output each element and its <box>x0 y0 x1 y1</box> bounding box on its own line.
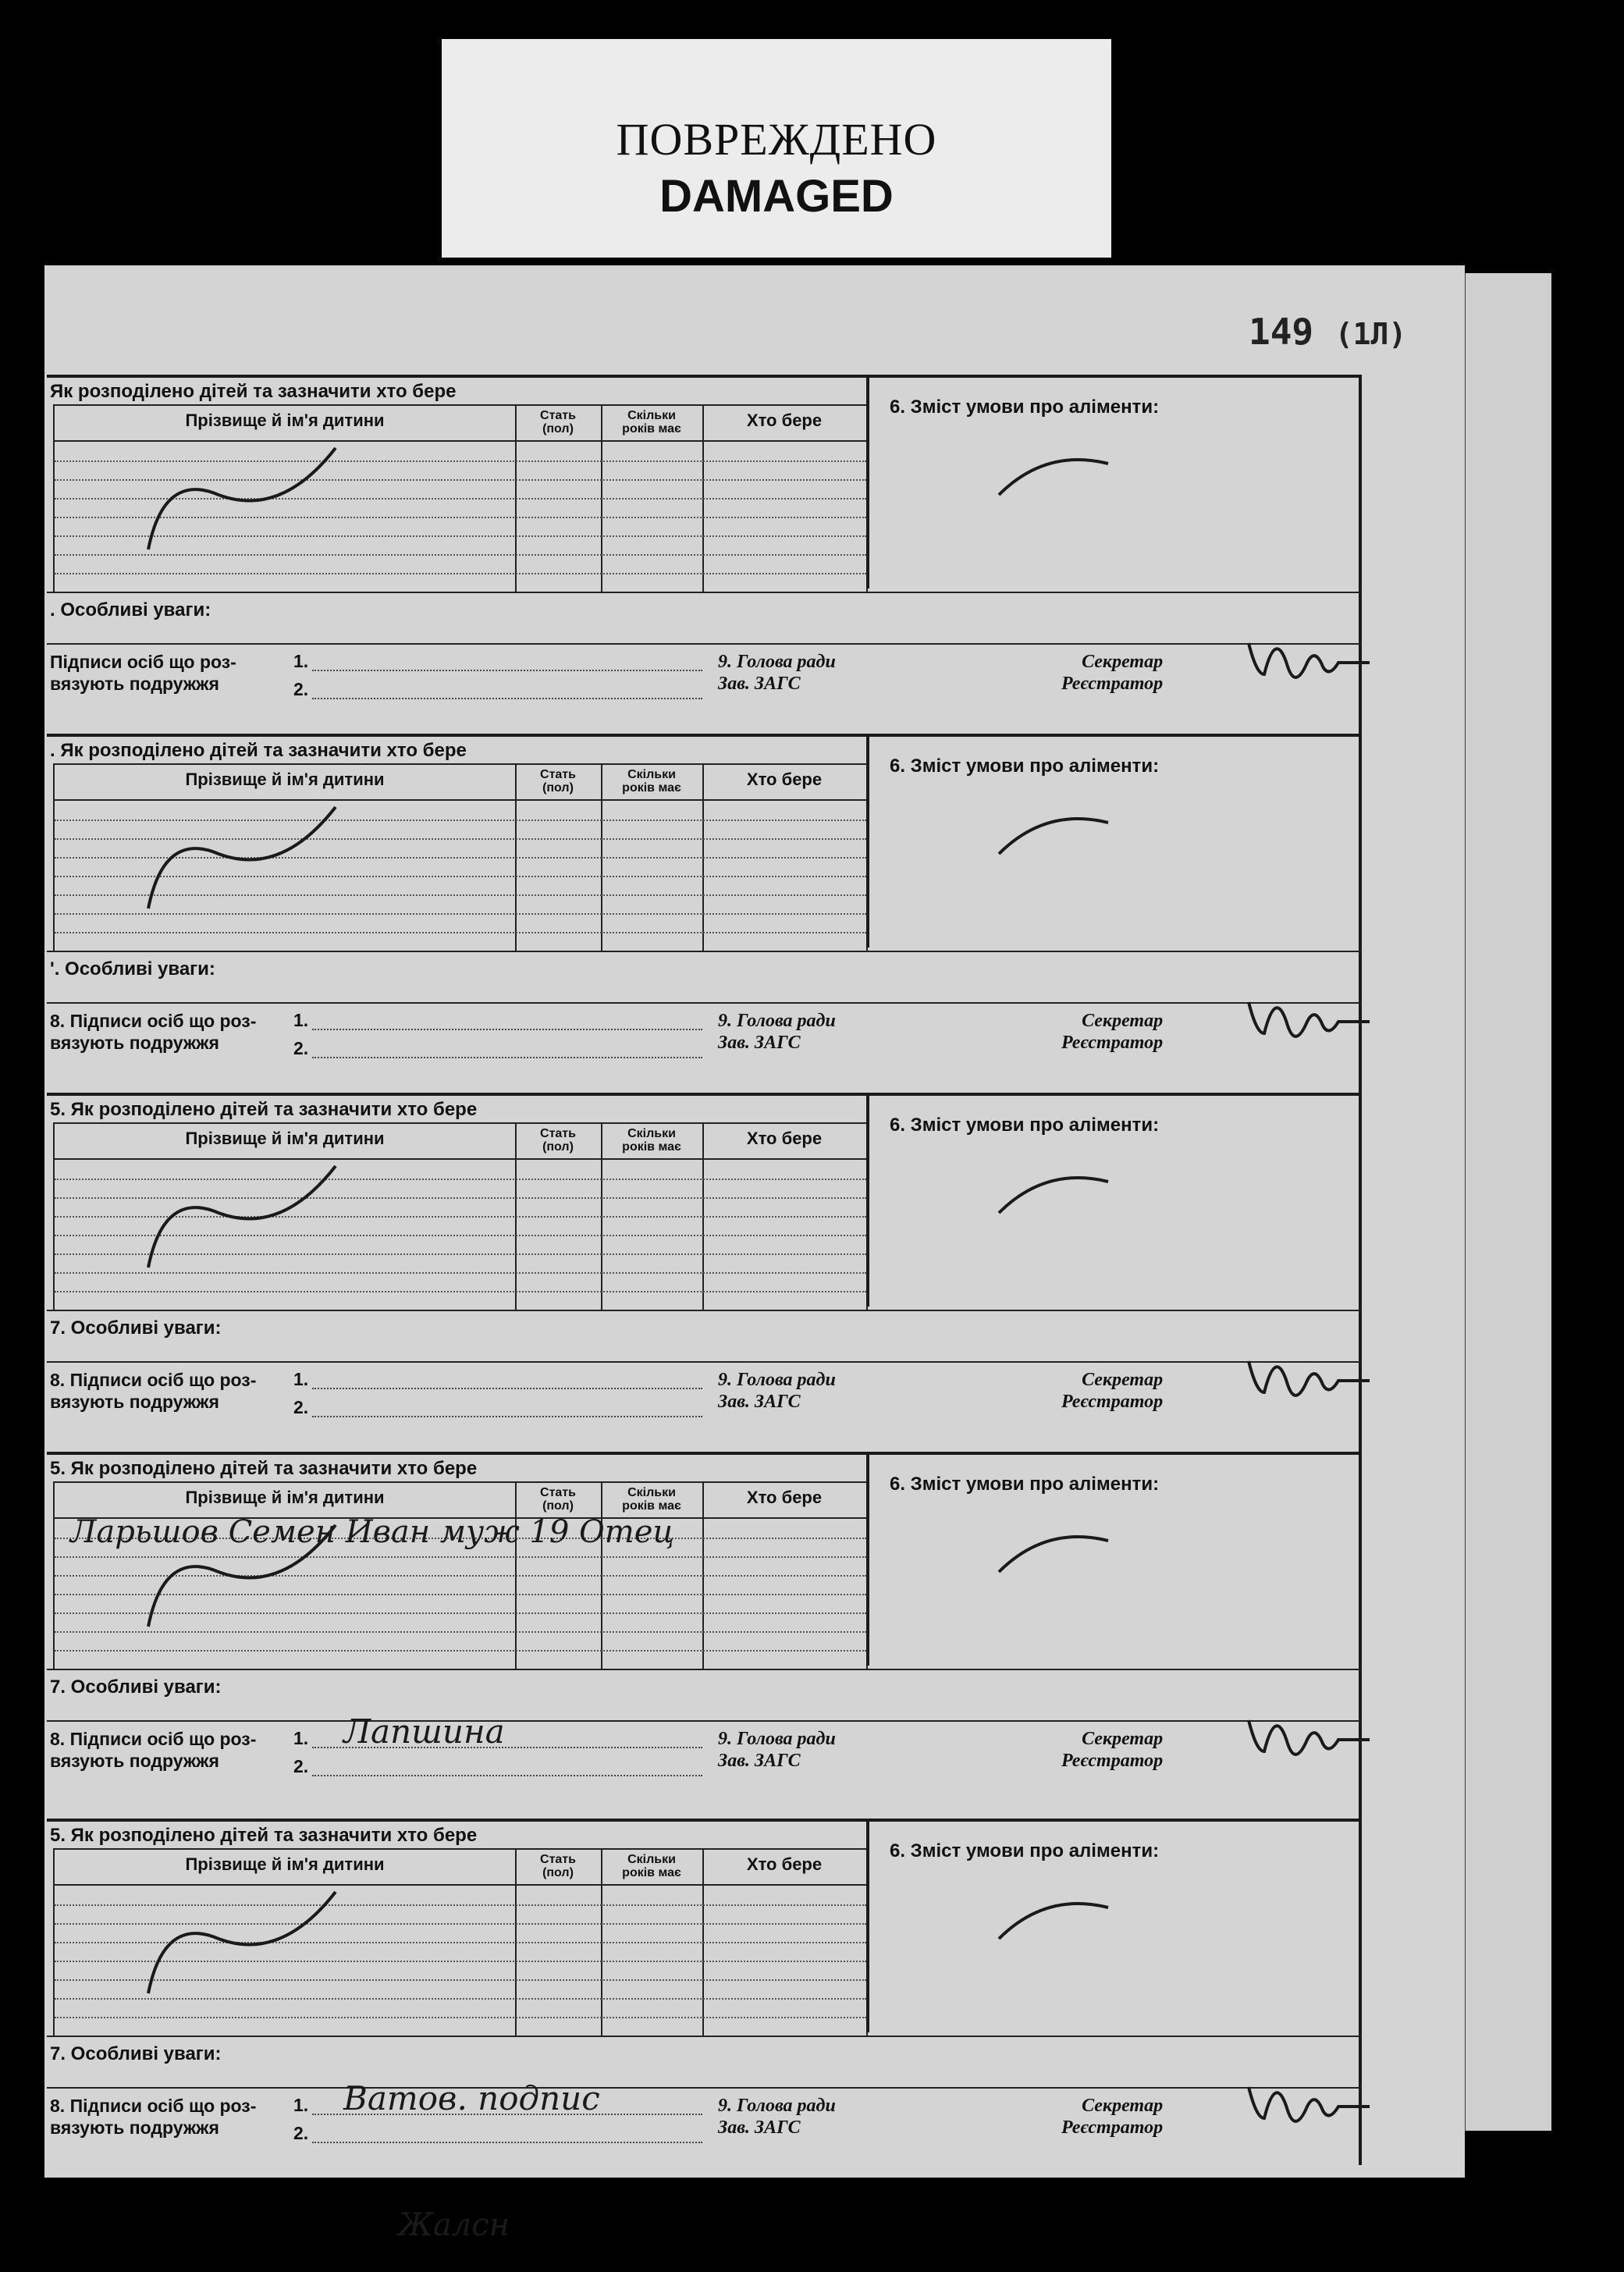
children-title: 5. Як розподілено дітей та зазначити хто бере <box>50 1099 478 1120</box>
form-section <box>47 375 1362 737</box>
col-age-header: Скільки років має <box>622 1853 681 1879</box>
page-number <box>1249 311 1406 353</box>
aliments-label: 6. Зміст умови про аліменти: <box>890 756 1160 777</box>
page-number-value: 149 <box>1249 311 1314 353</box>
col-taker-header: Хто бере <box>746 1488 823 1507</box>
col-name-header: Прізвище й ім'я дитини <box>185 770 385 789</box>
registrar-signature-stroke <box>1249 643 1370 677</box>
signatures-label: Підписи осіб що роз- вязують подружжя <box>50 652 236 694</box>
bottom-handwritten-note: Жалсн <box>398 2207 510 2243</box>
aliments-label: 6. Зміст умови про аліменти: <box>890 1474 1160 1495</box>
damage-label-english: DAMAGED <box>659 171 894 222</box>
head-of-council-label: 9. Голова ради Зав. ЗАГС <box>718 1729 836 1771</box>
children-title: 5. Як розподілено дітей та зазначити хто бере <box>50 1458 478 1479</box>
col-sex-header: Стать (пол) <box>540 1853 576 1879</box>
col-taker-header: Хто бере <box>746 1854 823 1874</box>
registrar-signature-stroke <box>1249 1720 1370 1755</box>
secretary-registrar-label: Секретар Реєстратор <box>1061 1729 1164 1771</box>
col-name-header: Прізвище й ім'я дитини <box>185 1488 385 1507</box>
head-of-council-label: 9. Голова ради Зав. ЗАГС <box>718 2096 836 2138</box>
col-name-header: Прізвище й ім'я дитини <box>185 1854 385 1874</box>
damage-label-ukrainian: ПОВРЕЖДЕНО <box>616 114 937 165</box>
secretary-registrar-label: Секретар Реєстратор <box>1061 1011 1164 1053</box>
notes-label: '. Особливі уваги: <box>50 958 215 980</box>
signature-number: 1. <box>293 2095 309 2115</box>
col-sex-header: Стать (пол) <box>540 768 576 795</box>
signatures-label: 8. Підписи осіб що роз- вязують подружжя <box>50 1729 257 1771</box>
col-sex-header: Стать (пол) <box>540 409 576 436</box>
col-age-header: Скільки років має <box>622 768 681 795</box>
cancel-stroke <box>999 460 1108 495</box>
notes-label: 7. Особливі уваги: <box>50 1317 222 1339</box>
cancel-stroke <box>999 1904 1108 1939</box>
back-sheet-edge <box>1463 273 1551 2131</box>
registrar-signature-stroke <box>1249 2087 1370 2121</box>
signature-number: 1. <box>293 1010 309 1030</box>
signature-handwriting: Лапшина <box>343 1712 505 1751</box>
secretary-registrar-label: Секретар Реєстратор <box>1061 2096 1164 2138</box>
cancel-stroke <box>148 1166 336 1268</box>
notes-label: . Особливі уваги: <box>50 599 211 620</box>
col-taker-header: Хто бере <box>746 770 823 789</box>
notes-label: 7. Особливі уваги: <box>50 1676 222 1698</box>
col-age-header: Скільки років має <box>622 1486 681 1513</box>
col-taker-header: Хто бере <box>746 1129 823 1148</box>
signatures-label: 8. Підписи осіб що роз- вязують подружжя <box>50 1011 257 1053</box>
col-age-header: Скільки років має <box>622 409 681 436</box>
notes-label: 7. Особливі уваги: <box>50 2043 222 2064</box>
col-name-header: Прізвище й ім'я дитини <box>185 411 385 430</box>
aliments-label: 6. Зміст умови про аліменти: <box>890 1115 1160 1136</box>
cancel-stroke <box>148 807 336 908</box>
signature-number: 1. <box>293 1728 309 1748</box>
registrar-signature-icon <box>47 737 1373 1096</box>
children-title: 5. Як розподілено дітей та зазначити хто бере <box>50 1825 478 1846</box>
signatures-label: 8. Підписи осіб що роз- вязують подружжя <box>50 1370 257 1412</box>
aliments-label: 6. Зміст умови про аліменти: <box>890 396 1160 418</box>
damage-label <box>442 39 1111 258</box>
page-number-suffix: (1Л) <box>1334 317 1407 351</box>
signature-number: 2. <box>293 2123 309 2143</box>
signature-number: 2. <box>293 679 309 699</box>
signature-number: 1. <box>293 651 309 671</box>
signature-number: 2. <box>293 1397 309 1417</box>
col-age-header: Скільки років має <box>622 1127 681 1154</box>
col-name-header: Прізвище й ім'я дитини <box>185 1129 385 1148</box>
registrar-signature-icon <box>47 378 1373 737</box>
aliments-label: 6. Зміст умови про аліменти: <box>890 1840 1160 1861</box>
col-sex-header: Стать (пол) <box>540 1127 576 1154</box>
signatures-label: 8. Підписи осіб що роз- вязують подружжя <box>50 2096 257 2138</box>
signature-number: 2. <box>293 1038 309 1058</box>
child-entry-handwriting: Ларьшов Семен Иван муж 19 Отец <box>70 1514 675 1550</box>
cancel-stroke <box>148 448 336 549</box>
form-section <box>47 1819 1362 2165</box>
form-section <box>47 734 1362 1096</box>
cancel-stroke <box>999 819 1108 854</box>
secretary-registrar-label: Секретар Реєстратор <box>1061 1370 1164 1412</box>
signature-handwriting: Ватов. подпис <box>343 2079 600 2117</box>
signature-number: 2. <box>293 1756 309 1776</box>
col-sex-header: Стать (пол) <box>540 1486 576 1513</box>
children-title: Як розподілено дітей та зазначити хто бере <box>50 381 457 402</box>
head-of-council-label: 9. Голова ради Зав. ЗАГС <box>718 1370 836 1412</box>
form-section <box>47 1452 1362 1822</box>
head-of-council-label: 9. Голова ради Зав. ЗАГС <box>718 1011 836 1053</box>
children-title: . Як розподілено дітей та зазначити хто бере <box>50 740 467 761</box>
form-section <box>47 1093 1362 1455</box>
registrar-signature-icon <box>47 1455 1373 1822</box>
registrar-signature-stroke <box>1249 1361 1370 1396</box>
cancel-stroke <box>148 1525 336 1627</box>
secretary-registrar-label: Секретар Реєстратор <box>1061 652 1164 694</box>
cancel-stroke <box>999 1537 1108 1572</box>
registrar-signature-stroke <box>1249 1002 1370 1036</box>
col-taker-header: Хто бере <box>746 411 823 430</box>
cancel-stroke <box>148 1892 336 1993</box>
registrar-signature-icon <box>47 1096 1373 1455</box>
head-of-council-label: 9. Голова ради Зав. ЗАГС <box>718 652 836 694</box>
registrar-signature-icon <box>47 1822 1373 2165</box>
signature-number: 1. <box>293 1369 309 1389</box>
cancel-stroke <box>999 1178 1108 1213</box>
